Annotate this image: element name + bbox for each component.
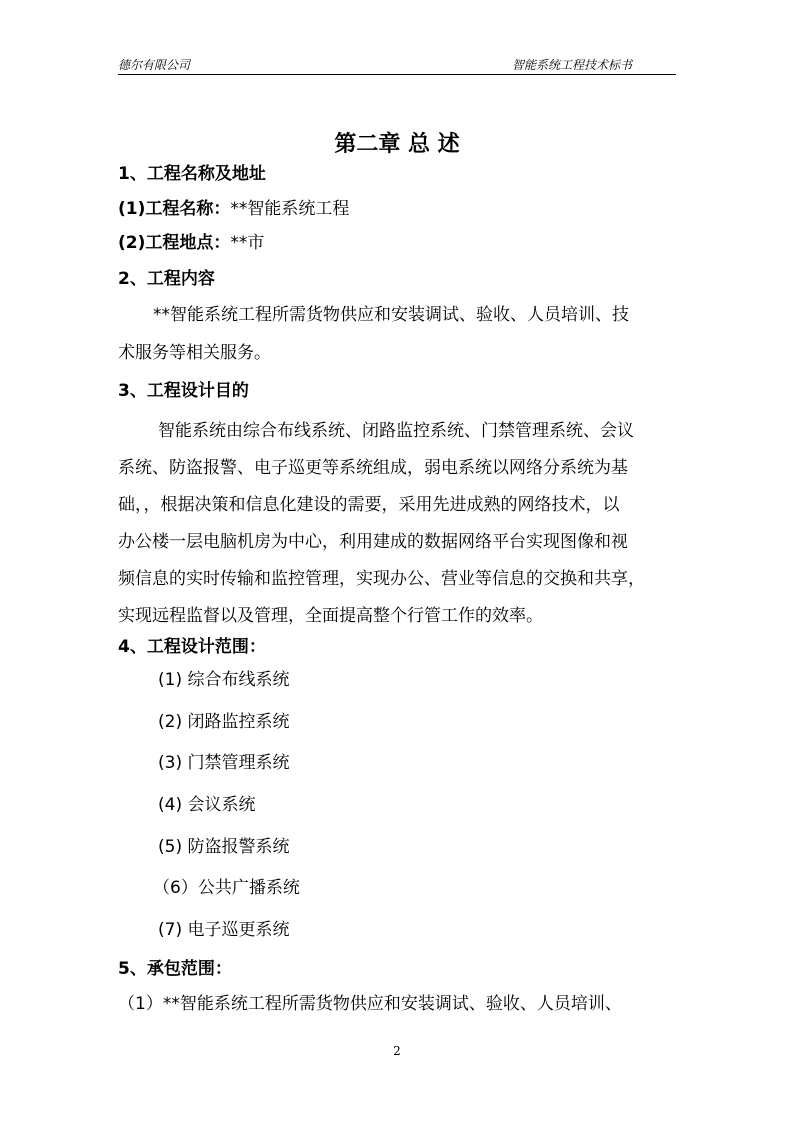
project-site-value: **市 <box>230 233 265 253</box>
page-header <box>118 56 676 75</box>
project-name-label: (1)工程名称： <box>118 199 231 219</box>
section-3-para-line: 系统、防盗报警、电子巡更等系统组成，弱电系统以网络分系统为基 <box>118 458 628 478</box>
header-doc-title: 智能系统工程技术标书 <box>511 58 632 72</box>
project-site-line <box>118 232 264 254</box>
scope-list-item: （6）公共广播系统 <box>153 878 300 898</box>
project-name-value: **智能系统工程 <box>230 199 350 219</box>
section-3-para-line: 办公楼一层电脑机房为中心，利用建成的数据网络平台实现图像和视 <box>118 532 628 552</box>
scope-list-item: (7) 电子巡更系统 <box>158 920 290 940</box>
scope-list-item: (2) 闭路监控系统 <box>158 712 290 732</box>
header-company: 德尔有限公司 <box>118 58 191 72</box>
page-number: 2 <box>393 1044 401 1058</box>
project-name-line <box>118 198 349 220</box>
scope-list-item: (3) 门禁管理系统 <box>158 753 290 773</box>
section-5-para-line: （1）**智能系统工程所需货物供应和安装调试、验收、人员培训、 <box>118 994 622 1014</box>
section-3-heading: 3、工程设计目的 <box>118 381 249 401</box>
project-site-label: (2)工程地点： <box>118 233 231 253</box>
section-3-para-line: 实现远程监督以及管理，全面提高整个行管工作的效率。 <box>118 606 543 626</box>
chapter-title: 第二章 总 述 <box>334 131 460 157</box>
section-4-heading: 4、工程设计范围： <box>118 637 266 657</box>
section-2-para-line: 术服务等相关服务。 <box>118 343 271 363</box>
section-2-heading: 2、工程内容 <box>118 269 215 289</box>
scope-list-item: (1) 综合布线系统 <box>158 670 290 690</box>
section-5-heading: 5、承包范围： <box>118 959 232 979</box>
section-3-para-line: 智能系统由综合布线系统、闭路监控系统、门禁管理系统、会议 <box>158 421 634 441</box>
section-2-para-line: **智能系统工程所需货物供应和安装调试、验收、人员培训、技 <box>153 305 629 325</box>
section-1-heading: 1、工程名称及地址 <box>118 164 266 184</box>
section-3-para-line: 频信息的实时传输和监控管理，实现办公、营业等信息的交换和共享， <box>118 569 645 589</box>
scope-list-item: (5) 防盗报警系统 <box>158 837 290 857</box>
section-3-para-line: 础，，根据决策和信息化建设的需要，采用先进成熟的网络技术，以 <box>118 495 620 515</box>
scope-list-item: (4) 会议系统 <box>158 795 256 815</box>
